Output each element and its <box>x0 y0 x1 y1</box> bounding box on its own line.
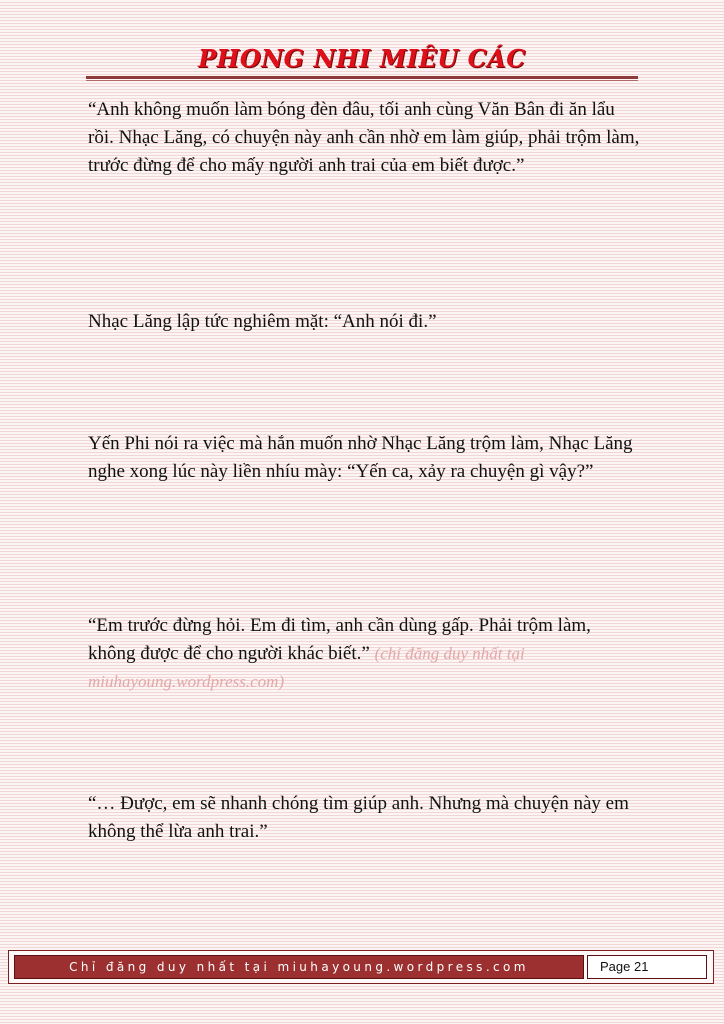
page-footer <box>8 950 714 984</box>
paragraph-5: “… Được, em sẽ nhanh chóng tìm giúp anh. Nhưng mà chuyện này em không thể lừa anh trai.” <box>88 793 629 842</box>
page-number: Page 21 <box>587 955 707 979</box>
watermark-note: (chỉ đăng duy nhất tại miuhayoung.wordpress.com) <box>88 644 525 691</box>
paragraph-2: Nhạc Lăng lập tức nghiêm mặt: “Anh nói đi.” <box>88 311 437 332</box>
page-title: PHONG NHI MIÊU CÁC <box>198 44 526 73</box>
paragraph-3: Yến Phi nói ra việc mà hắn muốn nhờ Nhạc Lăng trộm làm, Nhạc Lăng nghe xong lúc này liền nhíu mày: “Yến ca, xảy ra chuyện gì vậy?” <box>88 433 633 482</box>
title-divider-thin <box>86 80 638 81</box>
paragraph-4-text: “Em trước đừng hỏi. Em đi tìm, anh cần dùng gấp. Phải trộm làm, không được để cho người khác biết.” <box>88 615 591 664</box>
paragraph-1: “Anh không muốn làm bóng đèn đâu, tối anh cùng Văn Bân đi ăn lẩu rồi. Nhạc Lăng, có chuyện này anh cần nhờ em làm giúp, phải trộm làm, trước đừng để cho mấy người anh trai của em biết được.” <box>88 99 640 176</box>
footer-notice: Chỉ đăng duy nhất tại miuhayoung.wordpress.com <box>14 955 584 979</box>
paragraph-4 <box>88 612 640 696</box>
title-divider <box>86 76 638 79</box>
